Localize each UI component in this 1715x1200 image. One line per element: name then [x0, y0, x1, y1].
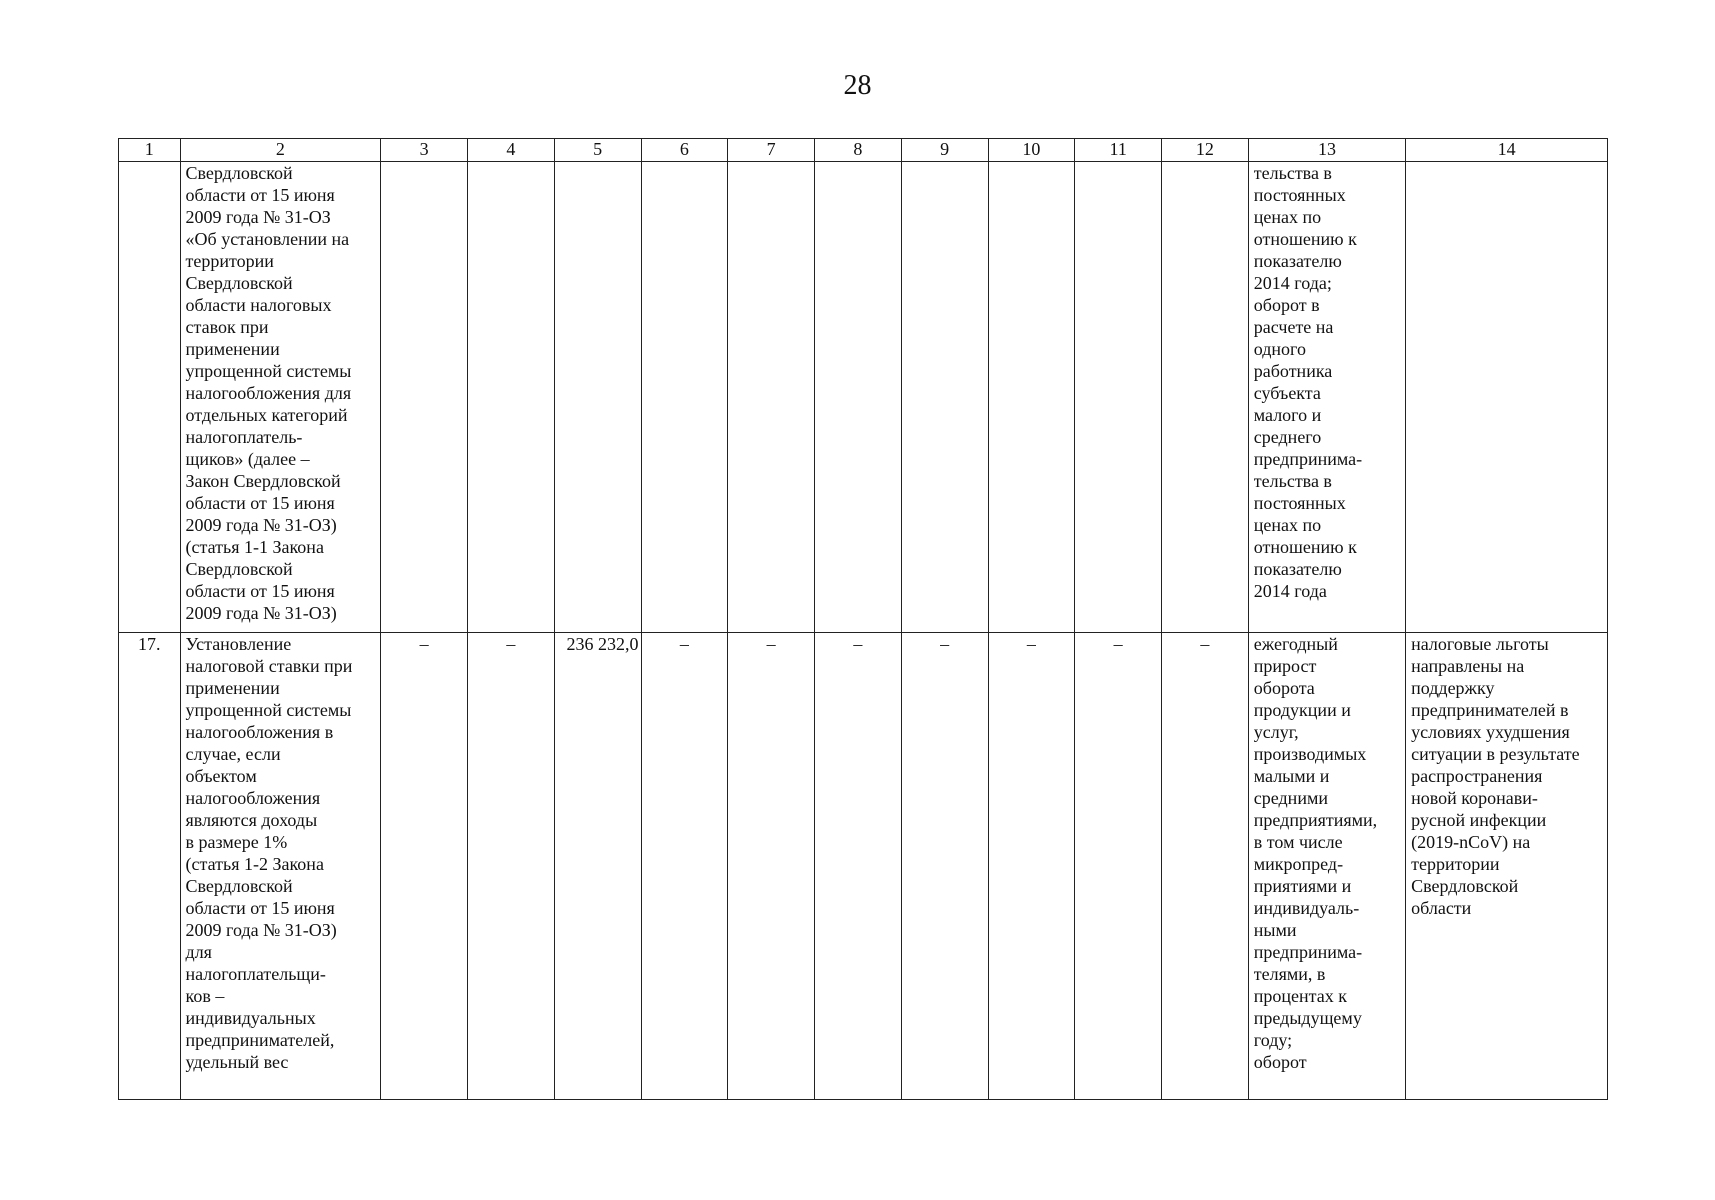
indicator-cell: ежегодный прирост оборота продукции и услуг, производимых малыми и средними предприятиями, в том числе микропред- приятиями и индивидуаль- ными предпринима- телями, в процентах к предыдущему году; оборот — [1248, 633, 1405, 1100]
table-cell — [1075, 162, 1162, 633]
value-cell: – — [728, 633, 815, 1100]
header-cell: 10 — [988, 139, 1075, 162]
value-cell: – — [641, 633, 728, 1100]
value-cell: – — [381, 633, 468, 1100]
table-cell — [1406, 162, 1608, 633]
table-cell — [554, 162, 641, 633]
header-cell: 14 — [1406, 139, 1608, 162]
header-cell: 4 — [468, 139, 555, 162]
measure-name-cell: Свердловской области от 15 июня 2009 года № 31-ОЗ «Об установлении на территории Свердловской области налоговых ставок при применении упрощенной системы налогообложения для отдельных категорий налогоплатель- щиков» (далее – Закон Свердловской области от 15 июня 2009 года № 31-ОЗ) (статья 1-1 Закона Свердловской области от 15 июня 2009 года № 31-ОЗ) — [180, 162, 381, 633]
row-number-cell — [119, 162, 181, 633]
value-cell: 236 232,0 — [554, 633, 641, 1100]
header-cell: 7 — [728, 139, 815, 162]
header-cell: 8 — [815, 139, 902, 162]
header-cell: 6 — [641, 139, 728, 162]
header-row — [119, 139, 1608, 162]
table-cell — [901, 162, 988, 633]
table-cell — [381, 162, 468, 633]
header-cell: 9 — [901, 139, 988, 162]
measure-name-cell: Установление налоговой ставки при применении упрощенной системы налогообложения в случае, если объектом налогообложения являются доходы в размере 1% (статья 1-2 Закона Свердловской области от 15 июня 2009 года № 31-ОЗ) для налогоплательщи- ков – индивидуальных предпринимателей, удельный вес — [180, 633, 381, 1100]
data-table — [118, 138, 1608, 1100]
value-cell: – — [815, 633, 902, 1100]
header-cell: 1 — [119, 139, 181, 162]
header-cell: 2 — [180, 139, 381, 162]
table-row-continuation — [119, 162, 1608, 633]
table-cell — [728, 162, 815, 633]
header-cell: 12 — [1162, 139, 1249, 162]
page-number: 28 — [843, 70, 872, 101]
table-cell — [468, 162, 555, 633]
indicator-cell: тельства в постоянных ценах по отношению к показателю 2014 года; оборот в расчете на одного работника субъекта малого и среднего предпринима- тельства в постоянных ценах по отношению к показателю 2014 года — [1248, 162, 1405, 633]
table-cell — [1162, 162, 1249, 633]
header-cell: 13 — [1248, 139, 1405, 162]
value-cell: – — [988, 633, 1075, 1100]
row-number-cell: 17. — [119, 633, 181, 1100]
header-cell: 3 — [381, 139, 468, 162]
value-cell: – — [901, 633, 988, 1100]
table-cell — [815, 162, 902, 633]
table-cell — [641, 162, 728, 633]
table-row-17 — [119, 633, 1608, 1100]
purpose-cell: налоговые льготы направлены на поддержку предпринимателей в условиях ухудшения ситуации в результате распространения новой коронави- русной инфекции (2019-nCoV) на территории Свердловской области — [1406, 633, 1608, 1100]
value-cell: – — [468, 633, 555, 1100]
value-cell: – — [1162, 633, 1249, 1100]
table-cell — [988, 162, 1075, 633]
value-cell: – — [1075, 633, 1162, 1100]
header-cell: 11 — [1075, 139, 1162, 162]
header-cell: 5 — [554, 139, 641, 162]
